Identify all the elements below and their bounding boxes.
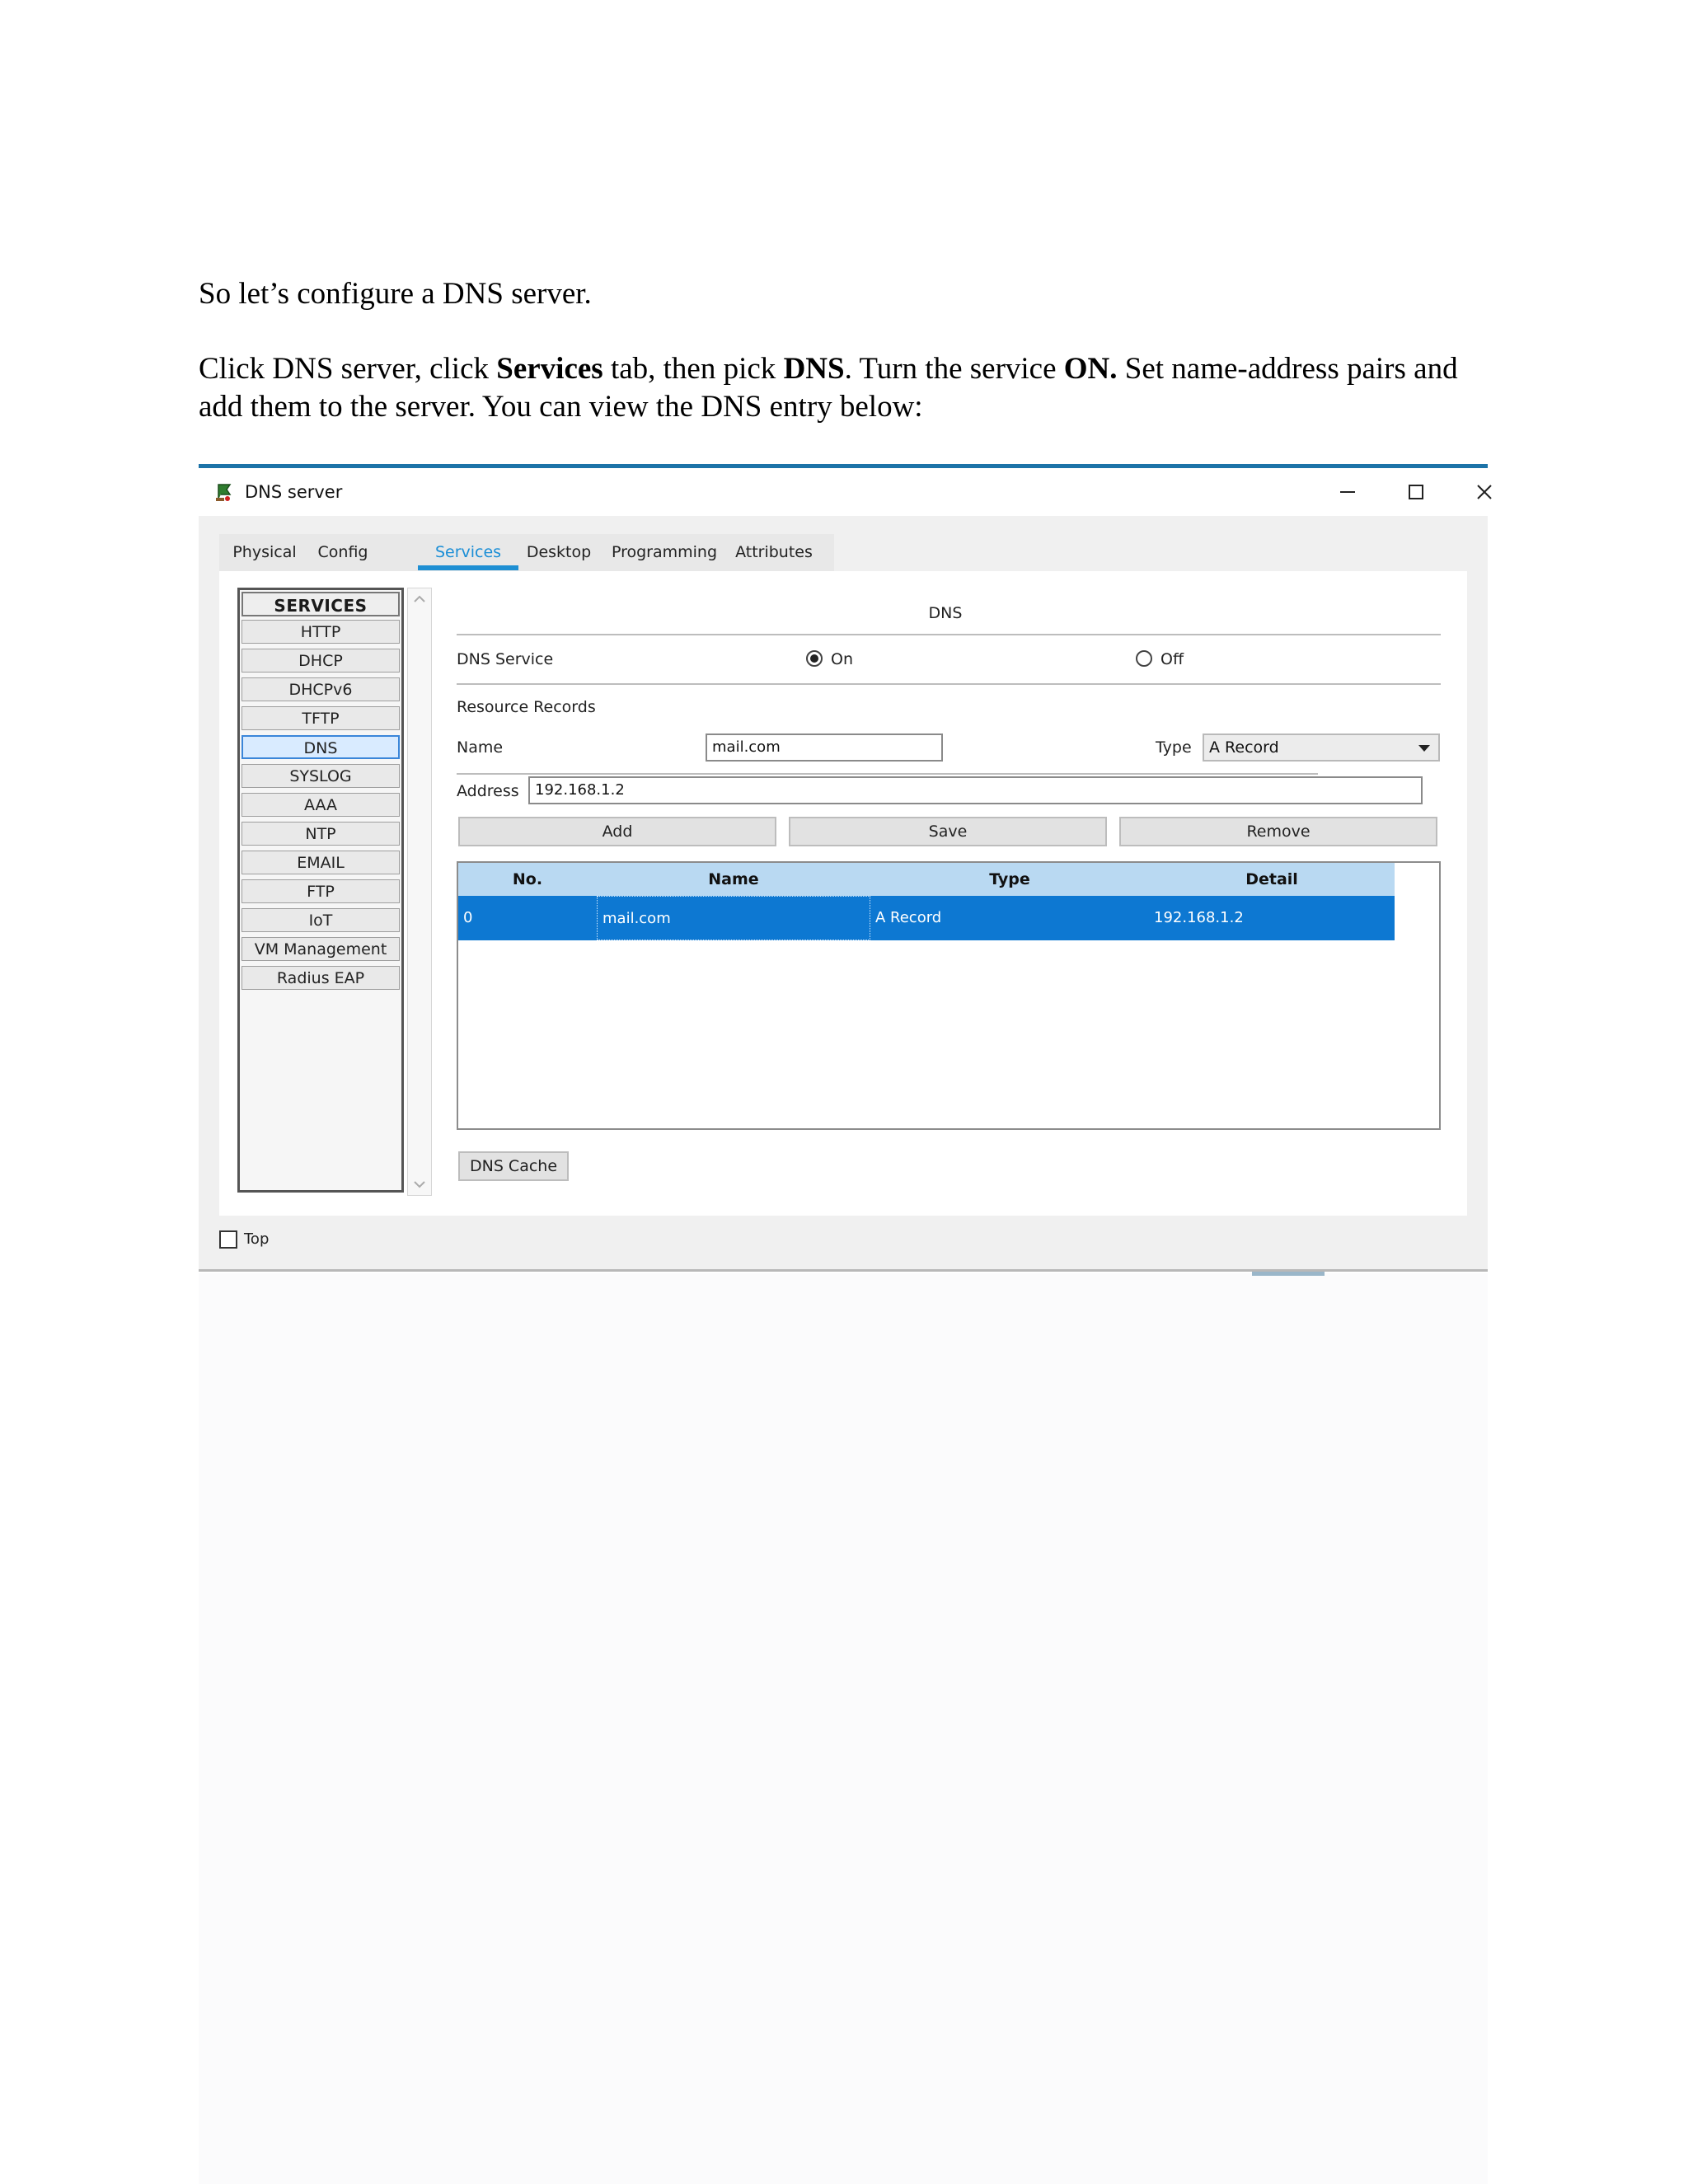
record-type-select[interactable] [1203,733,1440,762]
close-icon [1475,483,1493,501]
dns-on-label: On [831,650,853,668]
dns-cache-button[interactable]: DNS Cache [458,1151,569,1181]
top-checkbox[interactable] [219,1230,237,1249]
resize-handle [1252,1272,1325,1276]
service-item-dhcp[interactable]: DHCP [241,649,400,673]
table-row[interactable] [458,896,1395,940]
tab-services[interactable]: Services [434,543,502,561]
service-item-email[interactable]: EMAIL [241,851,400,874]
service-item-http[interactable]: HTTP [241,620,400,644]
resource-records-label: Resource Records [457,698,596,716]
service-item-radius-eap[interactable]: Radius EAP [241,966,400,990]
remove-button[interactable]: Remove [1119,817,1437,846]
type-label: Type [1156,738,1192,757]
address-input[interactable]: 192.168.1.2 [528,776,1423,804]
record-type-value: A Record [1209,738,1279,757]
column-header-type[interactable]: Type [989,870,1030,888]
tab-attributes[interactable]: Attributes [735,543,813,561]
title-bar[interactable] [199,468,1488,516]
maximize-button[interactable] [1383,473,1449,511]
tab-programming[interactable]: Programming [611,543,718,561]
chevron-down-icon [1418,745,1430,752]
add-button[interactable]: Add [458,817,776,846]
active-tab-indicator [418,565,518,570]
divider [457,773,1318,775]
tab-desktop[interactable]: Desktop [526,543,592,561]
intro-paragraph: So let’s configure a DNS server. [199,277,592,311]
tab-bar [219,534,834,571]
dns-off-label: Off [1160,650,1184,668]
instruction-paragraph: Click DNS server, click Services tab, then pick DNS. Turn the service ON. Set name-address pairs and add them to the server. You can view the DNS entry below: [199,352,1458,424]
service-item-dns[interactable]: DNS [241,735,400,759]
service-item-dhcpv6[interactable]: DHCPv6 [241,677,400,701]
window-title: DNS server [245,482,343,502]
divider [457,634,1441,635]
service-item-syslog[interactable]: SYSLOG [241,764,400,788]
services-list [237,588,404,1193]
top-label: Top [244,1230,270,1248]
page-lower-shade [199,1273,1488,2184]
scroll-down-icon[interactable] [413,1180,426,1188]
services-header: SERVICES [241,592,400,616]
cell-type: A Record [875,909,942,926]
name-label: Name [457,738,504,757]
save-button[interactable]: Save [789,817,1107,846]
column-header-name[interactable]: Name [708,870,759,888]
radio-selected-dot [810,654,818,663]
minimize-icon [1339,483,1357,501]
name-input[interactable]: mail.com [706,733,943,762]
cell-no: 0 [463,909,473,926]
service-item-tftp[interactable]: TFTP [241,706,400,730]
column-header-detail[interactable]: Detail [1245,870,1298,888]
dns-off-radio[interactable] [1136,650,1152,667]
services-panel [219,571,1467,1216]
table-header-row [458,863,1395,896]
services-scrollbar[interactable] [407,588,432,1196]
divider [457,683,1441,685]
address-label: Address [457,782,519,800]
service-item-vm-management[interactable]: VM Management [241,937,400,961]
service-item-iot[interactable]: IoT [241,908,400,932]
cell-detail: 192.168.1.2 [1154,909,1244,926]
tab-config[interactable]: Config [317,543,368,561]
service-item-ntp[interactable]: NTP [241,822,400,846]
close-button[interactable] [1451,473,1517,511]
dns-on-radio[interactable] [806,650,823,667]
dns-records-table [457,861,1441,1130]
cell-name: mail.com [597,896,870,940]
server-app-icon [213,481,235,503]
minimize-button[interactable] [1315,473,1381,511]
tab-physical[interactable]: Physical [232,543,297,561]
service-item-aaa[interactable]: AAA [241,793,400,817]
maximize-icon [1407,483,1425,501]
dns-service-label: DNS Service [457,650,554,668]
dns-section-title: DNS [928,604,963,622]
dns-server-window [199,464,1488,1272]
scroll-up-icon[interactable] [413,595,426,603]
column-header-no[interactable]: No. [512,870,543,888]
service-item-ftp[interactable]: FTP [241,879,400,903]
